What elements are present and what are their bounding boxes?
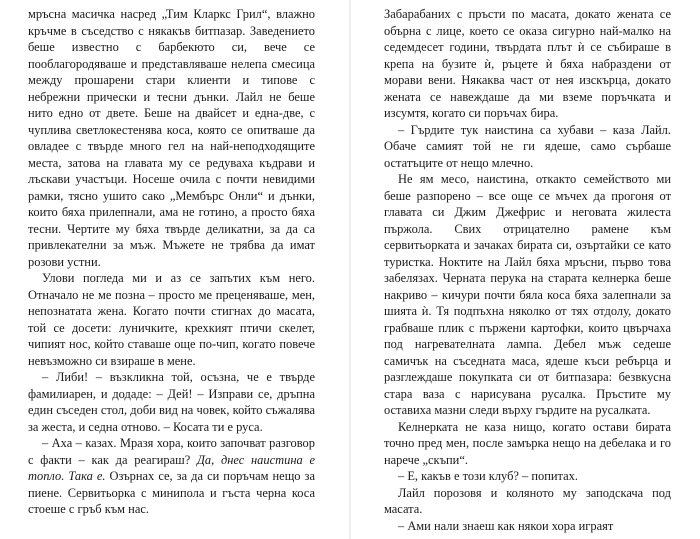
left-paragraph-4-text-a: – Аха – казах. Мразя хора, които започват разговор с факти – как да реагираш?: [28, 436, 315, 467]
left-paragraph-3: – Либи! – възкликна той, осъзна, че е твърде фамилиарен, и додаде: – Дей! – Изправи се, дръпна един съседен стол, доби вид на човек, който съжалява за жеста, и седна отново. – Косата ти е руса.: [28, 370, 315, 434]
right-paragraph-2: – Гърдите тук наистина са хубави – каза Лайл. Обаче самият той не ги ядеше, само сърбаше остатъците от нещо млечно.: [384, 122, 671, 170]
book-gutter: [349, 0, 351, 539]
right-paragraph-5: – Е, какъв е този клуб? – попитах.: [398, 469, 578, 483]
right-paragraph-1: Забарабаних с пръсти по масата, докато жената се обърна с лице, което се оказа сигурно най-малко на седемдесет години, твърдата плът ѝ се събираше в крепа на бузите ѝ, ръцете ѝ бяха набраздени от морави вени. Някаква част от нея изскърца, докато жената се навеждаше да ми вземе поръчката и изсумтя, когато си поръчах бира.: [384, 7, 671, 120]
left-page: [28, 6, 315, 518]
left-paragraph-2: Улови погледа ми и аз се запътих към него. Отначало не ме позна – просто ме преценяваше, мен, непознатата жена. Когато почти стигнах до масата, той се досети: луничките, крехкият птичи скелет, чипият нос, който ставаше още по-чип, когато повече невъзможно си взираше в мене.: [28, 271, 315, 368]
left-paragraph-1: мръсна масичка насред „Тим Кларкс Грил“, влажно кръчме в съседство с някакъв битпазар. Заведението беше известно с барбекюто си, вече се пооблагородяваше и представляваше нелепа смесица между прошарени стари клиенти и типове с небрежни прически и тесни дънки. Лайл не беше нито едно от двете. Беше на двайсет и една-две, с чуплива светлокестенява коса, която се опитваше да овладее с твърде много гел на най-неподходящите места, затова на главата му се редуваха къдрави и лъскави участъци. Носеше очила с почти невидими рамки, тясно ушито сако „Мембърс Онли“ и дънки, които бяха прилепнали, ама не готино, а просто бяха тесни. Чертите му бяха твърде деликатни, за да са привлекателни за мъж. Мъжете не трябва да имат розови устни.: [28, 7, 315, 269]
right-paragraph-4: Келнерката не каза нищо, когато остави бирата точно пред мен, после замърка нещо на дебелака и го нарече „скъпи“.: [384, 419, 671, 467]
right-paragraph-6: Лайл порозовя и коляното му заподскача под масата.: [384, 485, 671, 516]
right-paragraph-7: – Ами нали знаеш как някои хора играят: [398, 518, 614, 533]
left-paragraph-4: [28, 435, 315, 518]
left-paragraph-4-italic: Да, днес наистина е топло. Така е.: [28, 452, 315, 483]
right-page: [384, 6, 671, 534]
right-paragraph-3: Не ям месо, наистина, откакто семейството ми беше разпорено – все още се мъчех да прогоня от главата си Джим Джефрис и неговата жилеста пържола. Свих отрицателно рамене към сервитьорката и зачаках бирата си, озъртайки се като туристка. Ноктите на Лайл бяха мръсни, първо това забелязах. Черната перука на старата келнерка беше накриво – кичури почти бяла коса бяха залепнали за шията ѝ. Тя подпъхна няколко от тях отдолу, докато грабваше плик с пържени картофки, които цвърчаха под нагревателната лампа. Дебел мъж седеше самичък на съседната маса, ядеше къси ребърца и разглеждаше покупката си от битпазара: безвкусна стара ваза с нарисувана русалка. Пръстите му оставиха мазни следи върху гърдите на русалката.: [384, 172, 671, 417]
left-paragraph-4-text-c: Озърнах се, за да си поръчам нещо за пиене. Сервитьорка с минипола и гъста черна коса стоеше с гръб към нас.: [28, 469, 315, 516]
